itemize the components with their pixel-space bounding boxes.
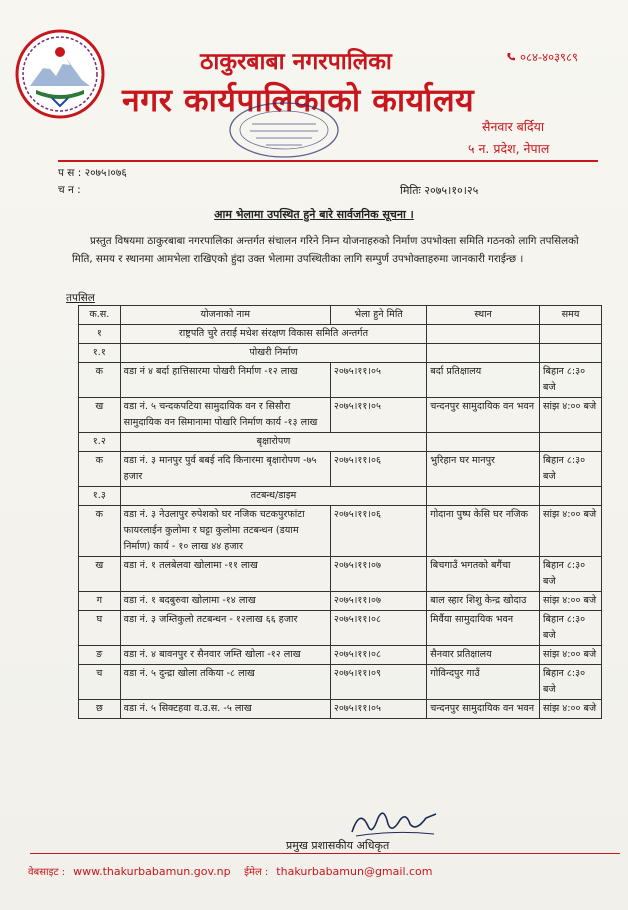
meeting-date: २०७५।११।०६ [330, 506, 426, 557]
project-name: वडा नं. १ तलबेलवा खोलामा -११ लाख [120, 557, 330, 592]
table-row [79, 363, 602, 398]
project-name: वडा नं. ५ चन्दकपटिया सामुदायिक वन र सिसौरा सामुदायिक वन सिमानामा पोखरि निर्माण कार्य -१३ लाख [120, 398, 330, 433]
meeting-date: २०७५।११।०९ [330, 665, 426, 700]
notice-body: प्रस्तुत विषयमा ठाकुरबाबा नगरपालिका अन्तर्गत संचालन गरिने निम्न योजनाहरुको निर्माण उपभोक्ता समिति गठनको लागि तपसिलको मिति, समय र स्थानमा आमभेला राखिएको हुंदा उक्त भेलामा उपस्थितीका लागि सम्पुर्ण उपभोक्ताहरुमा जानकारी गराईन्छ । [72, 235, 579, 265]
meeting-date: २०७५।११।०८ [330, 646, 426, 665]
row-number: क [79, 506, 121, 557]
table-header-row [79, 306, 602, 325]
row-number: ख [79, 557, 121, 592]
section-row [79, 325, 602, 344]
meeting-place: सैनवार प्रतिक्षालय [427, 646, 540, 665]
schedule-table [78, 305, 602, 719]
empty-cell [427, 344, 540, 363]
meeting-time: बिहान ८:३० बजे [540, 452, 602, 487]
nepal-emblem-logo [14, 28, 106, 120]
reference-number: प स : २०७५।०७६ [58, 167, 127, 179]
municipality-name: ठाकुरबाबा नगरपालिका [200, 49, 392, 75]
column-header: क.स. [79, 306, 121, 325]
meeting-date: २०७५।११।०८ [330, 611, 426, 646]
address-line-1: सैनवार बर्दिया [482, 119, 545, 134]
project-name: वडा नं. ५ दुन्द्रा खोला तकिया -८ लाख [120, 665, 330, 700]
phone-text: ०८४-४०३९८९ [520, 50, 578, 64]
project-name: वडा नं. ५ सिक्टहवा व.उ.स. -५ लाख [120, 700, 330, 719]
meeting-date: २०७५।११।०७ [330, 592, 426, 611]
meeting-time: सांझ ४:०० बजे [540, 506, 602, 557]
table-row [79, 592, 602, 611]
section-title: राष्ट्रपति चुरे तराई मधेश संरक्षण विकास समिति अन्तर्गत [120, 325, 427, 344]
empty-cell [427, 325, 540, 344]
footer-divider [30, 853, 620, 854]
table-row [79, 611, 602, 646]
empty-cell [427, 433, 540, 452]
project-name: वडा नं. १ बदबुरुवा खोलामा -१४ लाख [120, 592, 330, 611]
column-header: योजनाको नाम [120, 306, 330, 325]
meeting-date: २०७५।११।०५ [330, 700, 426, 719]
empty-cell [540, 344, 602, 363]
meeting-place: गोविन्दपुर गाउँ [427, 665, 540, 700]
row-number: १ [79, 325, 121, 344]
project-name: वडा नं. ४ बावनपुर र सैनवार जम्ति खोला -१२ लाख [120, 646, 330, 665]
row-number: च [79, 665, 121, 700]
meeting-place: बर्दा प्रतिक्षालय [427, 363, 540, 398]
meeting-time: सांझ ४:०० बजे [540, 592, 602, 611]
row-number: १.१ [79, 344, 121, 363]
meeting-place: चन्दनपुर सामुदायिक वन भवन [427, 398, 540, 433]
meeting-place: चन्दनपुर सामुदायिक वन भवन [427, 700, 540, 719]
row-number: १.३ [79, 487, 121, 506]
footer-contact [28, 864, 433, 878]
meeting-date: २०७५।११।०६ [330, 452, 426, 487]
subsection-title: तटबन्ध/डाइम [120, 487, 427, 506]
empty-cell [427, 487, 540, 506]
row-number: छ [79, 700, 121, 719]
empty-cell [540, 433, 602, 452]
table-row [79, 452, 602, 487]
meeting-date: २०७५।११।०५ [330, 363, 426, 398]
meeting-time: बिहान ८:३० बजे [540, 557, 602, 592]
table-row [79, 700, 602, 719]
phone-icon [506, 52, 516, 62]
meeting-place: मिर्वैया सामुदायिक भवन [427, 611, 540, 646]
column-header: स्थान [427, 306, 540, 325]
column-header: भेला हुने मिति [330, 306, 426, 325]
subsection-title: बृक्षारोपण [120, 433, 427, 452]
office-name: नगर कार्यपालिकाको कार्यालय [122, 81, 475, 119]
dispatch-number: च न : [58, 184, 81, 196]
row-number: १.२ [79, 433, 121, 452]
signer-title: प्रमुख प्रशासकीय अधिकृत [286, 839, 390, 852]
subsection-row [79, 433, 602, 452]
address-line-2: ५ न. प्रदेश, नेपाल [468, 141, 550, 156]
table-row [79, 665, 602, 700]
meeting-place: गोदाना पुष्प केसि घर नजिक [427, 506, 540, 557]
row-number: क [79, 363, 121, 398]
email-link[interactable]: thakurbabamun@gmail.com [276, 865, 433, 878]
meeting-time: बिहान ८:३० बजे [540, 363, 602, 398]
meeting-time: बिहान ८:३० बजे [540, 611, 602, 646]
notice-heading: आम भेलामा उपस्थित हुने बारे सार्वजनिक सूचना । [214, 208, 414, 221]
empty-cell [540, 325, 602, 344]
phone-number [506, 50, 578, 65]
table-row [79, 646, 602, 665]
project-name: वडा नं. ३ मानपुर पुर्व बबई नदि किनारमा बृक्षारोपण -७५ हजार [120, 452, 330, 487]
office-stamp [228, 100, 340, 160]
meeting-date: २०७५।११।०७ [330, 557, 426, 592]
website-link[interactable]: www.thakurbabamun.gov.np [73, 865, 231, 878]
project-name: वडा नं. ३ जम्तिकुलो तटबन्धन - १२लाख ६६ हजार [120, 611, 330, 646]
meeting-place: बाल स्हार शिशु केन्द्र खोदाउ [427, 592, 540, 611]
meeting-time: सांझ ४:०० बजे [540, 646, 602, 665]
row-number: घ [79, 611, 121, 646]
meeting-time: बिहान ८:३० बजे [540, 665, 602, 700]
meeting-place: भुरिहान घर मानपुर [427, 452, 540, 487]
meeting-place: बिचगाउँ भगतको बगैंचा [427, 557, 540, 592]
subsection-row [79, 487, 602, 506]
row-number: ग [79, 592, 121, 611]
website-label: वेबसाइट : [28, 867, 66, 878]
table-row [79, 398, 602, 433]
table-row [79, 557, 602, 592]
row-number: ख [79, 398, 121, 433]
empty-cell [540, 487, 602, 506]
column-header: समय [540, 306, 602, 325]
project-name: वडा नं. ३ नेउलापुर रुपेशको घर नजिक चटकपुरफांटा फायरलाईन कुलोमा र घट्टा कुलोमा तटबन्धन (डयाम निर्माण) कार्य - १० लाख ४४ हजार [120, 506, 330, 557]
details-label: तपसिल [66, 292, 95, 304]
project-name: वडा नं ४ बर्दा हात्तिसारमा पोखरी निर्माण -१२ लाख [120, 363, 330, 398]
header-divider [58, 160, 598, 162]
meeting-date: २०७५।११।०५ [330, 398, 426, 433]
subsection-row [79, 344, 602, 363]
row-number: क [79, 452, 121, 487]
subsection-title: पोखरी निर्माण [120, 344, 427, 363]
table-row [79, 506, 602, 557]
meeting-time: सांझ ४:०० बजे [540, 700, 602, 719]
meeting-time: सांझ ४:०० बजे [540, 398, 602, 433]
letter-date: मितिः २०७५।१०।२५ [400, 184, 479, 197]
row-number: ङ [79, 646, 121, 665]
email-label: ईमेल : [244, 867, 269, 878]
